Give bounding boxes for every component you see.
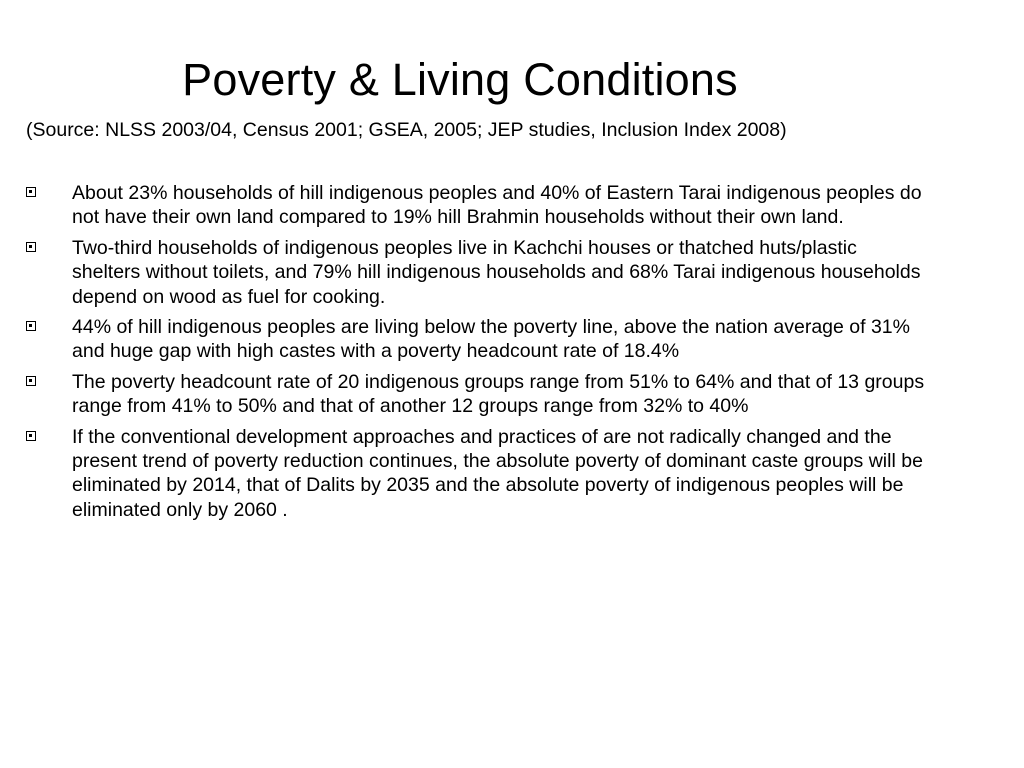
square-bullet-icon — [26, 321, 36, 331]
bullet-text: If the conventional development approaches and practices of are not radically changed and the present trend of poverty reduction continues, the absolute poverty of dominant caste groups will be eliminated by 2014, that of Dalits by 2035 and the absolute poverty of indigenous peoples will be eliminated only by 2060 . — [72, 425, 923, 521]
square-bullet-icon — [26, 431, 36, 441]
source-citation: (Source: NLSS 2003/04, Census 2001; GSEA, 2005; JEP studies, Inclusion Index 2008) — [26, 119, 787, 141]
bullet-item — [26, 370, 926, 419]
bullet-text: The poverty headcount rate of 20 indigenous groups range from 51% to 64% and that of 13 groups range from 41% to 50% and that of another 12 groups range from 32% to 40% — [72, 370, 925, 418]
bullet-text: About 23% households of hill indigenous peoples and 40% of Eastern Tarai indigenous peoples do not have their own land compared to 19% hill Brahmin households without their own land. — [72, 182, 922, 229]
bullet-list — [26, 181, 926, 528]
bullet-text: 44% of hill indigenous peoples are living below the poverty line, above the nation average of 31% and huge gap with high castes with a poverty headcount rate of 18.4% — [72, 316, 910, 363]
bullet-item — [26, 315, 926, 364]
bullet-item — [26, 181, 926, 230]
slide-title: Poverty & Living Conditions — [182, 54, 738, 105]
square-bullet-icon — [26, 242, 36, 252]
square-bullet-icon — [26, 187, 36, 197]
bullet-item — [26, 236, 926, 309]
bullet-text: Two-third households of indigenous peoples live in Kachchi houses or thatched huts/plastic shelters without toilets, and 79% hill indigenous households and 68% Tarai indigenous households depend on wood as fuel for cooking. — [72, 236, 921, 308]
square-bullet-icon — [26, 376, 36, 386]
bullet-item — [26, 425, 926, 523]
